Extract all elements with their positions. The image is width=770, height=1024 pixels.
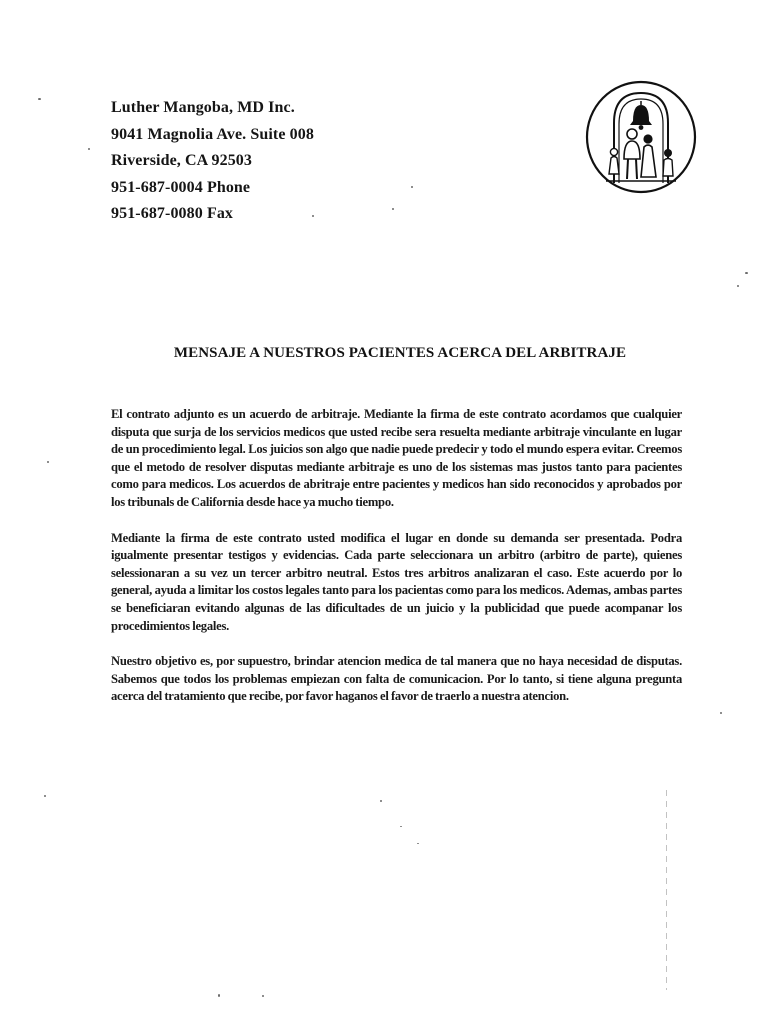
- scan-speck: [745, 272, 748, 274]
- phone-number: 951-687-0004 Phone: [111, 178, 251, 196]
- scan-speck: [47, 461, 49, 463]
- scan-speck: [218, 994, 220, 997]
- letterhead: [111, 95, 314, 228]
- scan-speck: [400, 826, 402, 827]
- fax-number: 951-687-0080 Fax: [111, 205, 234, 222]
- scan-speck: [88, 148, 90, 150]
- paragraph-arbitration-agreement: El contrato adjunto es un acuerdo de arbitraje. Mediante la firma de este contrato acordamos que cualquier disputa que surja de los servicios medicos que usted recibe sera resuelta mediante arbitraje vinculante en lugar de un procedimiento legal. Los juicios son algo que nadie puede predecir y todo el mundo espera evitar. Creemos que el metodo de resolver disputas mediante arbitraje es uno de los sistemas mas justos tanto para pacientes como para medicos. Los acuerdos de abritraje entre pacientes y medicos han sido reconocidos y aprobados por los tribunals de California desde hace ya mucho tiempo.: [111, 407, 682, 509]
- document-title: MENSAJE A NUESTROS PACIENTES ACERCA DEL ARBITRAJE: [173, 345, 627, 361]
- scan-speck: [38, 98, 41, 100]
- bell-family-icon: [584, 79, 698, 195]
- practice-name: Luther Mangoba, MD Inc.: [111, 99, 295, 116]
- scan-speck: [737, 285, 739, 287]
- scan-speck: [411, 186, 413, 188]
- scan-speck: [44, 795, 46, 797]
- scan-speck: [417, 843, 419, 844]
- city-state-zip: Riverside, CA 92503: [111, 152, 253, 169]
- scan-speck: [392, 208, 394, 210]
- scan-speck: [262, 995, 264, 997]
- scan-speck: [312, 215, 314, 217]
- street-address: 9041 Magnolia Ave. Suite 008: [111, 125, 314, 143]
- scan-speck: [380, 800, 382, 802]
- document-body: [111, 406, 682, 724]
- scan-speck: [720, 712, 722, 714]
- paragraph-objective: Nuestro objetivo es, por supuestro, brindar atencion medica de tal manera que no haya necesidad de disputas. Sabemos que todos los problemas empiezan con falta de comunicacion. Por lo tanto, si tiene alguna pregunta acerca del tratamiento que recibe, por favor haganos el favor de traerlo a nuestra atencion.: [111, 654, 682, 704]
- scan-edge-line: [666, 790, 667, 990]
- paragraph-contract-effects: Mediante la firma de este contrato usted modifica el lugar en donde su demanda ser presentada. Podra igualmente presentar testigos y evidencias. Cada parte seleccionara un arbitro (arbitro de parte), quienes selessionaran a su vez un tercer arbitro neutral. Estos tres arbitros analizaran el caso. Este acuerdo por lo general, ayuda a limitar los costos legales tanto para los pacientas como para los medicos. Ademas, ambas partes se beneficiaran evitando algunas de las dificultades de un juicio y la publicidad que puede acompanar los procedimientos legales.: [111, 530, 682, 633]
